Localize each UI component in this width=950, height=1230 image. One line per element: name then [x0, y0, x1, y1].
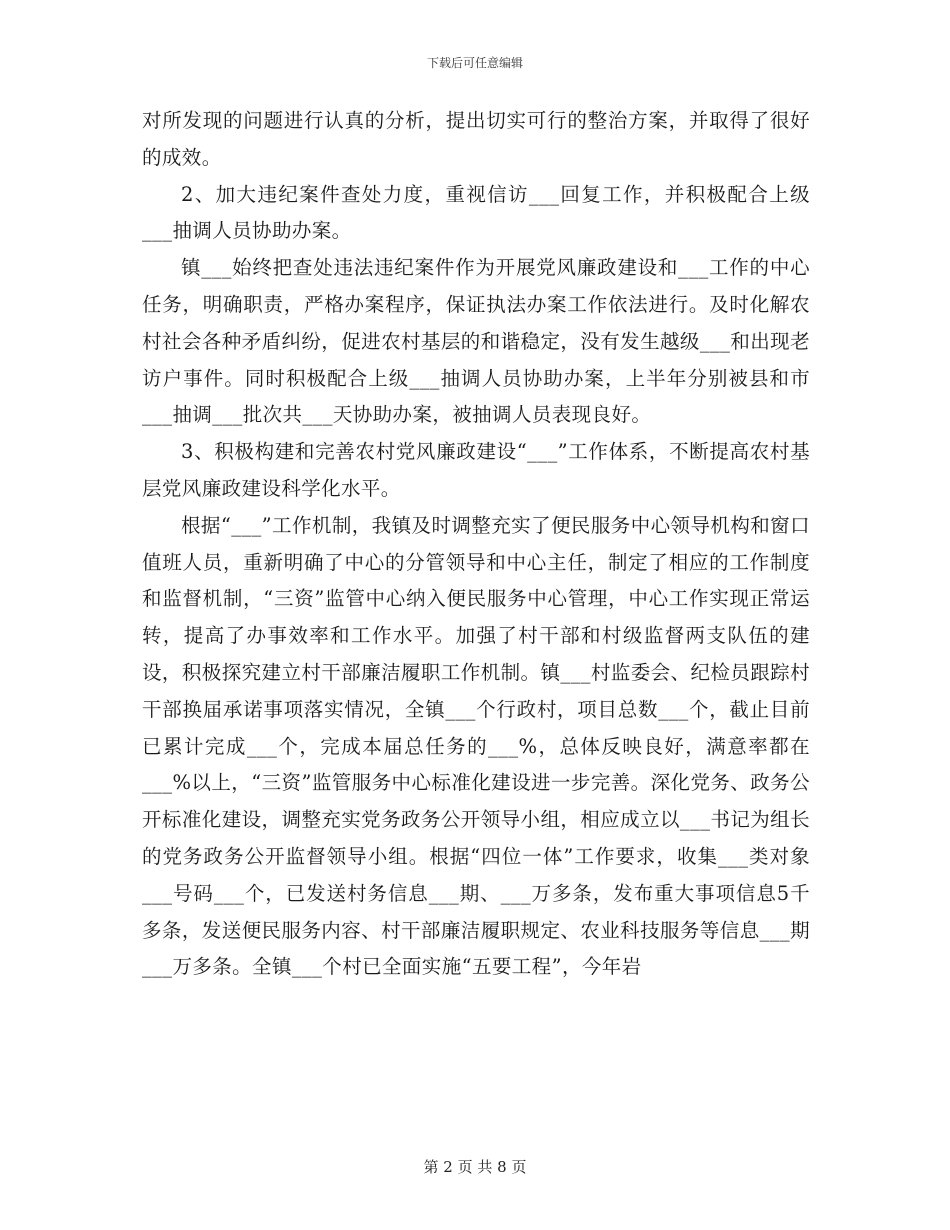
paragraph-1: 对所发现的问题进行认真的分析，提出切实可行的整治方案，并取得了很好的成效。 [142, 109, 810, 169]
paragraph-4: 3、积极构建和完善农村党风廉政建设“___”工作体系，不断提高农村基层党风廉政建设科学化水平。 [142, 440, 810, 500]
paragraph-3: 镇___始终把查处违法违纪案件作为开展党风廉政建设和___工作的中心任务，明确职责，严格办案程序，保证执法办案工作依法进行。及时化解农村社会各种矛盾纠纷，促进农村基层的和谐稳定，没有发生越级___和出现老访户事件。同时积极配合上级___抽调人员协助办案，上半年分别被县和市___抽调___批次共___天协助办案，被抽调人员表现良好。 [142, 256, 810, 427]
page-number-footer: 第 2 页 共 8 页 [423, 1158, 527, 1176]
page-header-note: 下载后可任意编辑 [426, 56, 523, 70]
paragraph-5: 根据“___”工作机制，我镇及时调整充实了便民服务中心领导机构和窗口值班人员，重新明确了中心的分管领导和中心主任，制定了相应的工作制度和监督机制，“三资”监管中心纳入便民服务中心管理，中心工作实现正常运转，提高了办事效率和工作水平。加强了村干部和村级监督两支队伍的建设，积极探究建立村干部廉洁履职工作机制。镇___村监委会、纪检员跟踪村干部换届承诺事项落实情况，全镇___个行政村，项目总数___个，截止目前已累计完成___个，完成本届总任务的___%，总体反映良好，满意率都在___%以上，“三资”监管服务中心标准化建设进一步完善。深化党务、政务公开标准化建设，调整充实党务政务公开领导小组，相应成立以___书记为组长的党务政务公开监督领导小组。根据“四位一体”工作要求，收集___类对象___号码___个，已发送村务信息___期、___万多条，发布重大事项信息5千多条，发送便民服务内容、村干部廉洁履职规定、农业科技服务等信息___期___万多条。全镇___个村已全面实施“五要工程”，今年岩 [142, 513, 810, 979]
document-body [142, 103, 810, 986]
paragraph-2: 2、加大违纪案件查处力度，重视信访___回复工作，并积极配合上级___抽调人员协助办案。 [142, 182, 810, 243]
